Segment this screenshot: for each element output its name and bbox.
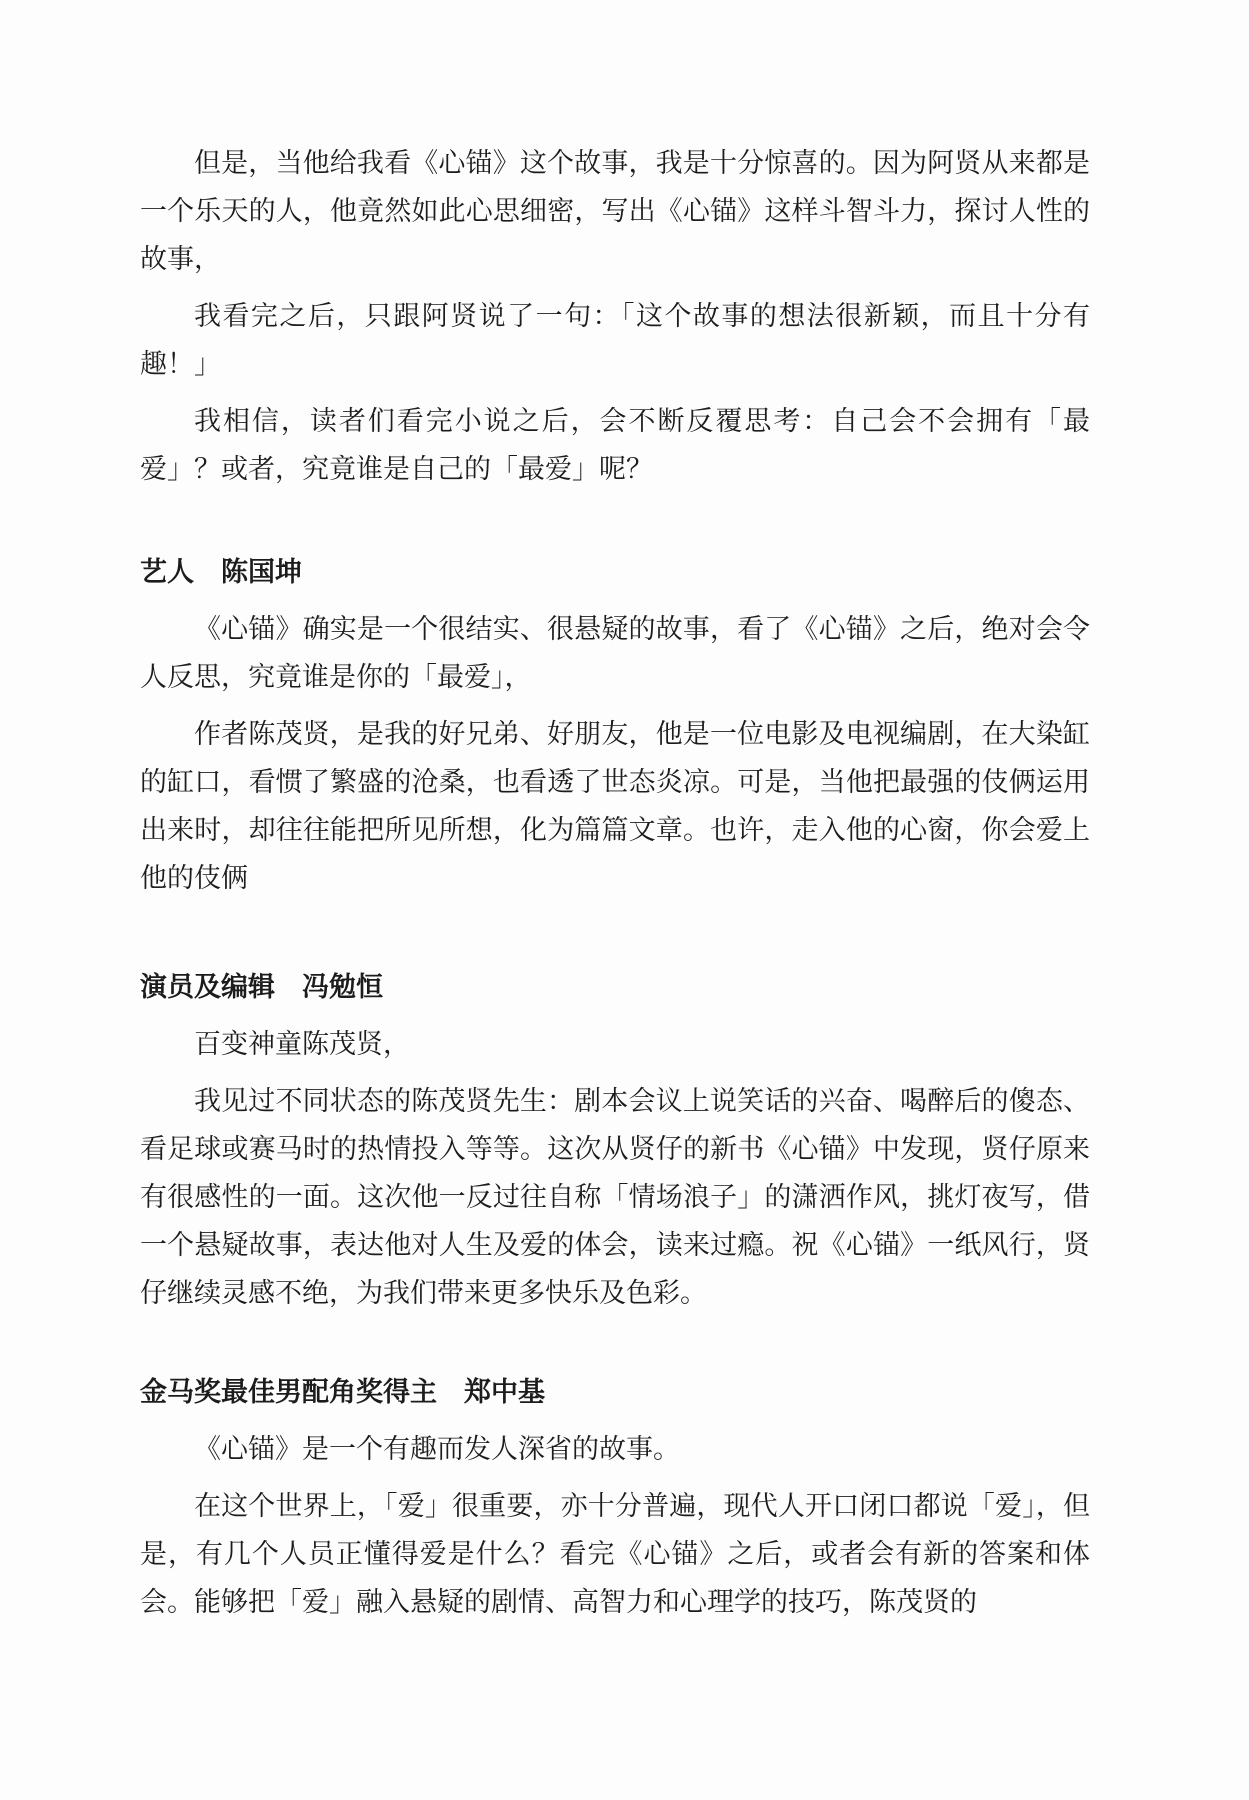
paragraph: 《心锚》确实是一个很结实、很悬疑的故事，看了《心锚》之后，绝对会令人反思，究竟谁是你的「最爱」，	[140, 614, 1090, 693]
paragraph: 百变神童陈茂贤，	[194, 1029, 410, 1060]
paragraph: 在这个世界上，「爱」很重要，亦十分普遍，现代人开口闭口都说「爱」，但是，有几个人员正懂得爱是什么？看完《心锚》之后，或者会有新的答案和体会。能够把「爱」融入悬疑的剧情、高智力和心理学的技巧，陈茂贤的	[140, 1491, 1090, 1618]
section-zheng-zhongji	[140, 1369, 1090, 1627]
section-spacer	[140, 912, 1090, 964]
section-heading: 金马奖最佳男配角奖得主 郑中基	[140, 1377, 545, 1408]
section-feng-mianheng	[140, 964, 1090, 1318]
paragraph: 但是，当他给我看《心锚》这个故事，我是十分惊喜的。因为阿贤从来都是一个乐天的人，他竟然如此心思细密，写出《心锚》这样斗智斗力，探讨人性的故事，	[140, 148, 1090, 275]
section-spacer	[140, 503, 1090, 549]
page-content	[140, 140, 1090, 1636]
section-spacer	[140, 1327, 1090, 1369]
intro-section	[140, 140, 1090, 494]
section-heading: 演员及编辑 冯勉恒	[140, 972, 383, 1003]
paragraph: 我见过不同状态的陈茂贤先生：剧本会议上说笑话的兴奋、喝醉后的傻态、看足球或赛马时的热情投入等等。这次从贤仔的新书《心锚》中发现，贤仔原来有很感性的一面。这次他一反过往自称「情场浪子」的潇洒作风，挑灯夜写，借一个悬疑故事，表达他对人生及爱的体会，读来过瘾。祝《心锚》一纸风行，贤仔继续灵感不绝，为我们带来更多快乐及色彩。	[140, 1086, 1090, 1309]
paragraph: 作者陈茂贤，是我的好兄弟、好朋友，他是一位电影及电视编剧，在大染缸的缸口，看惯了繁盛的沧桑，也看透了世态炎凉。可是，当他把最强的伎俩运用出来时，却往往能把所见所想，化为篇篇文章。也许，走入他的心窗，你会爱上他的伎俩	[140, 719, 1090, 894]
section-heading: 艺人 陈国坤	[140, 557, 302, 588]
paragraph: 《心锚》是一个有趣而发人深省的故事。	[194, 1434, 680, 1465]
paragraph: 我相信，读者们看完小说之后，会不断反覆思考：自己会不会拥有「最爱」？或者，究竟谁是自己的「最爱」呢？	[140, 406, 1090, 485]
section-chen-guokun	[140, 549, 1090, 903]
paragraph: 我看完之后，只跟阿贤说了一句：「这个故事的想法很新颖，而且十分有趣！」	[140, 301, 1090, 380]
